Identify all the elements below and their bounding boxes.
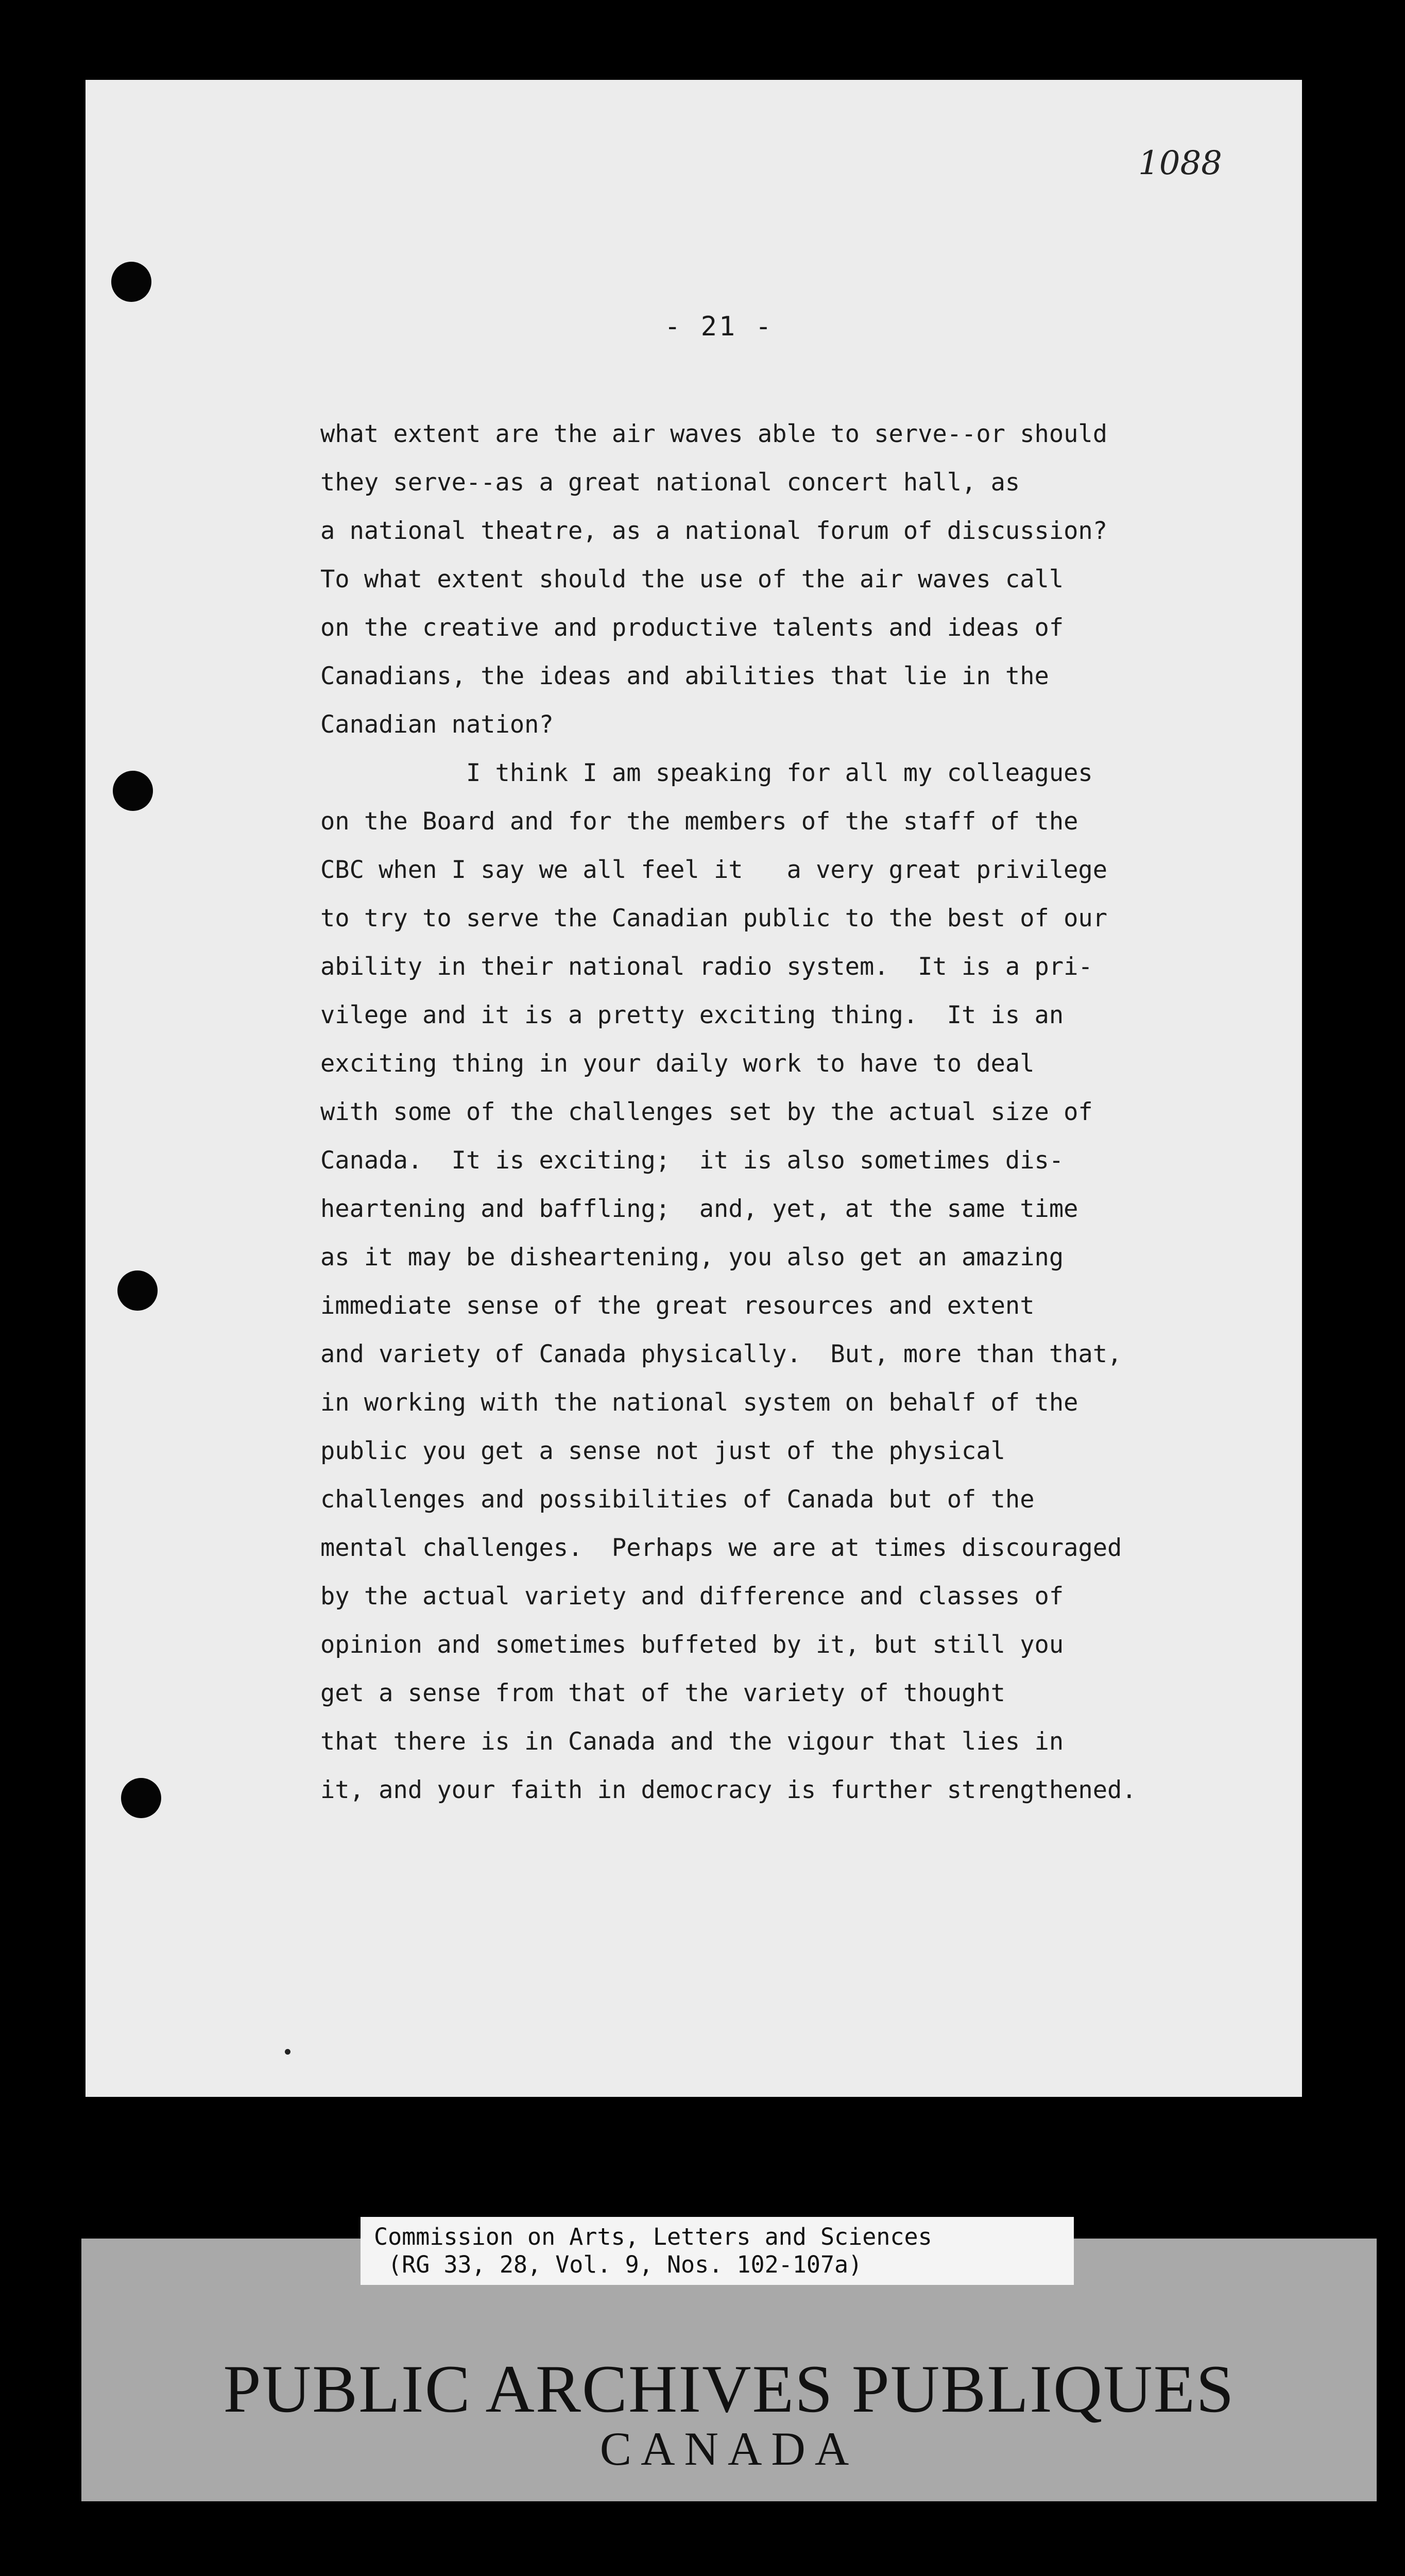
text-line: heartening and baffling; and, yet, at the same time <box>320 1195 1078 1223</box>
archive-stamp-title: PUBLIC ARCHIVES PUBLIQUES <box>223 2351 1235 2427</box>
text-line: a national theatre, as a national forum of discussion? <box>320 517 1108 545</box>
page-number: - 21 - <box>664 311 774 342</box>
text-line: as it may be disheartening, you also get an amazing <box>320 1243 1064 1272</box>
archive-stamp-subtitle: CANADA <box>599 2422 859 2475</box>
text-line: vilege and it is a pretty exciting thing. It is an <box>320 1001 1064 1029</box>
text-line: and variety of Canada physically. But, more than that, <box>320 1340 1122 1368</box>
text-line: get a sense from that of the variety of thought <box>320 1679 1005 1707</box>
text-line: To what extent should the use of the air waves call <box>320 565 1064 594</box>
text-line: I think I am speaking for all my colleagues <box>320 759 1093 787</box>
text-line: ability in their national radio system. It is a pri- <box>320 953 1093 981</box>
text-line: mental challenges. Perhaps we are at times discouraged <box>320 1534 1122 1562</box>
text-line: Canadian nation? <box>320 710 554 739</box>
handwritten-folio-number: 1088 <box>1138 144 1222 182</box>
archive-label-line: Commission on Arts, Letters and Sciences <box>374 2223 932 2250</box>
text-line: on the creative and productive talents and ideas of <box>320 614 1064 642</box>
text-line: to try to serve the Canadian public to the best of our <box>320 904 1108 933</box>
ink-speck <box>285 2049 290 2055</box>
text-line: challenges and possibilities of Canada but of the <box>320 1485 1035 1514</box>
text-line: Canadians, the ideas and abilities that lie in the <box>320 662 1049 690</box>
punch-hole <box>121 1778 161 1818</box>
text-line: what extent are the air waves able to serve--or should <box>320 420 1108 448</box>
text-line: opinion and sometimes buffeted by it, but still you <box>320 1631 1064 1659</box>
body-text <box>320 410 1196 1815</box>
text-line: CBC when I say we all feel it a very great privilege <box>320 856 1108 884</box>
text-line: Canada. It is exciting; it is also sometimes dis- <box>320 1146 1064 1175</box>
text-line: on the Board and for the members of the staff of the <box>320 807 1078 836</box>
text-line: public you get a sense not just of the physical <box>320 1437 1005 1465</box>
archive-label-line: (RG 33, 28, Vol. 9, Nos. 102-107a) <box>374 2251 863 2278</box>
archive-reference-label <box>361 2217 1074 2285</box>
text-line: that there is in Canada and the vigour that lies in <box>320 1727 1064 1756</box>
text-line: in working with the national system on behalf of the <box>320 1388 1078 1417</box>
text-line: immediate sense of the great resources and extent <box>320 1292 1035 1320</box>
text-line: exciting thing in your daily work to have to deal <box>320 1049 1035 1078</box>
text-line: with some of the challenges set by the actual size of <box>320 1098 1093 1126</box>
text-line: they serve--as a great national concert hall, as <box>320 468 1020 497</box>
punch-hole <box>117 1270 158 1311</box>
punch-hole <box>113 771 153 811</box>
text-line: by the actual variety and difference and classes of <box>320 1582 1064 1611</box>
text-line: it, and your faith in democracy is further strengthened. <box>320 1776 1137 1804</box>
punch-hole <box>111 262 151 302</box>
